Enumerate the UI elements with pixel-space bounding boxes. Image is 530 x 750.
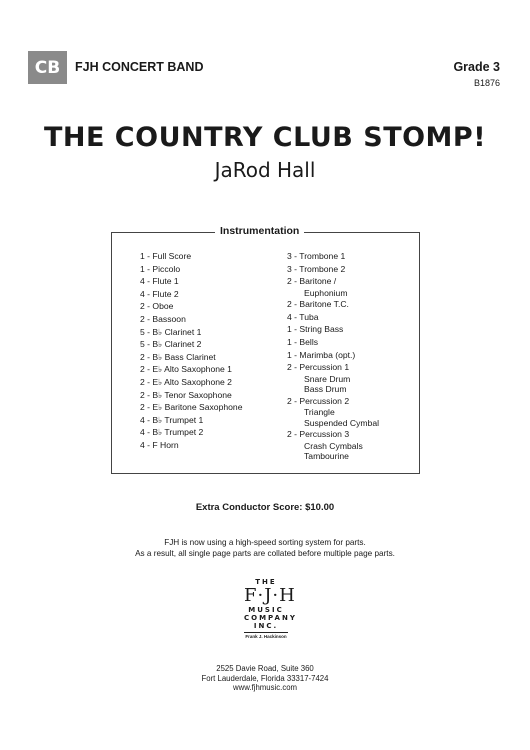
list-item: 5 - B♭ Clarinet 1 bbox=[140, 326, 202, 337]
list-subitem: Bass Drum bbox=[304, 384, 347, 395]
list-item: 4 - Tuba bbox=[287, 311, 319, 322]
logo-company: COMPANY bbox=[244, 614, 297, 622]
list-item: 1 - Bells bbox=[287, 336, 319, 347]
list-item: 2 - E♭ Alto Saxophone 2 bbox=[140, 376, 232, 387]
list-item: 2 - Percussion 1 bbox=[287, 362, 350, 373]
notice-line: As a result, all single page parts are collated before multiple page parts. bbox=[135, 549, 395, 558]
list-item: 2 - Baritone / bbox=[287, 276, 337, 287]
list-item: 4 - Flute 1 bbox=[140, 276, 179, 287]
list-item: 2 - Percussion 3 bbox=[287, 428, 350, 439]
list-subitem: Triangle bbox=[304, 407, 335, 418]
list-item: 1 - Piccolo bbox=[140, 263, 181, 274]
publisher-logo bbox=[244, 578, 297, 639]
list-subitem: Tambourine bbox=[304, 450, 349, 461]
list-item: 4 - F Horn bbox=[140, 439, 179, 450]
series-name: FJH CONCERT BAND bbox=[75, 60, 204, 74]
series-badge: CB bbox=[28, 51, 67, 84]
extra-score-price: Extra Conductor Score: $10.00 bbox=[195, 502, 335, 513]
list-item: 2 - Bassoon bbox=[140, 313, 186, 324]
list-item: 2 - B♭ Bass Clarinet bbox=[140, 351, 216, 362]
list-item: 2 - Percussion 2 bbox=[287, 395, 350, 406]
list-subitem: Snare Drum bbox=[304, 373, 351, 384]
address-line: Fort Lauderdale, Florida 33317-7424 bbox=[201, 673, 329, 683]
list-item: 3 - Trombone 1 bbox=[287, 251, 346, 261]
logo-founder: Frank J. Hackinson bbox=[245, 634, 287, 639]
list-subitem: Suspended Cymbal bbox=[304, 417, 380, 428]
instrumentation-left-column bbox=[140, 250, 242, 452]
catalog-number: B1876 bbox=[473, 78, 500, 88]
logo-music: MUSIC bbox=[248, 606, 284, 614]
address-line: 2525 Davie Road, Suite 360 bbox=[216, 664, 314, 673]
list-item: 1 - Full Score bbox=[140, 251, 192, 261]
composer-name: JaRod Hall bbox=[214, 158, 316, 182]
logo-the: THE bbox=[255, 578, 277, 586]
list-item: 1 - Marimba (opt.) bbox=[287, 349, 356, 360]
website-link[interactable]: www.fjhmusic.com bbox=[232, 683, 298, 693]
list-item: 2 - B♭ Tenor Saxophone bbox=[140, 389, 232, 400]
list-item: 3 - Trombone 2 bbox=[287, 263, 346, 274]
sorting-notice bbox=[0, 537, 530, 559]
list-subitem: Euphonium bbox=[304, 287, 348, 298]
instrumentation-right-column bbox=[287, 250, 379, 461]
list-item: 2 - Baritone T.C. bbox=[287, 299, 349, 310]
list-item: 2 - Oboe bbox=[140, 301, 174, 312]
list-item: 4 - B♭ Trumpet 1 bbox=[140, 414, 204, 425]
list-item: 2 - E♭ Alto Saxophone 1 bbox=[140, 364, 232, 375]
list-item: 1 - String Bass bbox=[287, 324, 344, 335]
notice-line: FJH is now using a high-speed sorting system for parts. bbox=[164, 538, 366, 547]
logo-rule bbox=[244, 632, 288, 633]
piece-title: THE COUNTRY CLUB STOMP! bbox=[43, 122, 487, 153]
logo-fjh: F·J·H bbox=[244, 585, 296, 606]
list-item: 5 - B♭ Clarinet 2 bbox=[140, 339, 202, 350]
list-subitem: Crash Cymbals bbox=[304, 440, 363, 451]
list-item: 2 - E♭ Baritone Saxophone bbox=[140, 402, 243, 413]
list-item: 4 - Flute 2 bbox=[140, 288, 179, 299]
logo-inc: INC. bbox=[253, 622, 279, 630]
list-item: 4 - B♭ Trumpet 2 bbox=[140, 427, 204, 438]
instrumentation-heading: Instrumentation bbox=[215, 225, 304, 237]
publisher-address bbox=[0, 664, 530, 693]
grade-label: Grade 3 bbox=[453, 60, 500, 74]
